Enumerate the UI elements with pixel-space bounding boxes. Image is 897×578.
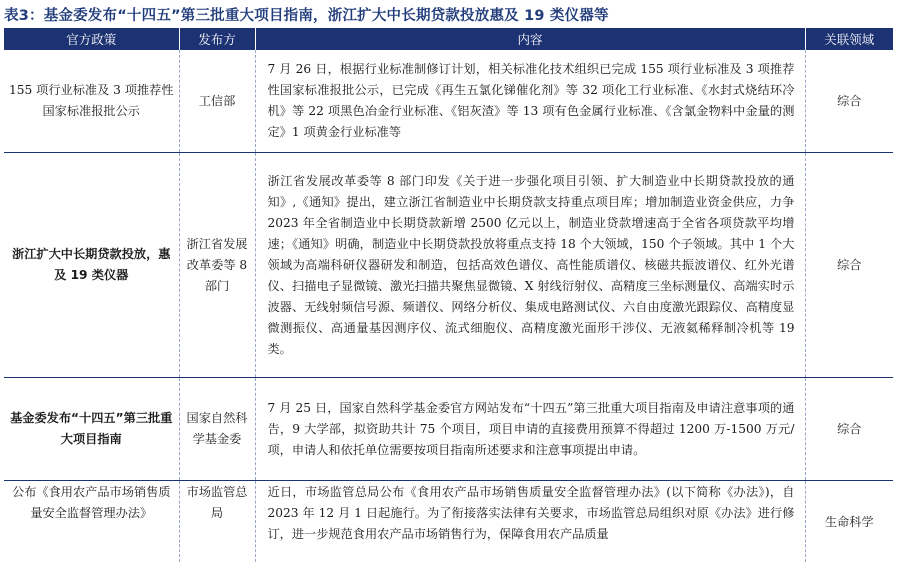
header-field: 关联领域	[805, 28, 893, 50]
issuer-cell: 市场监管总局	[179, 481, 255, 563]
field-cell: 综合	[805, 153, 893, 378]
table-header-row	[4, 28, 893, 50]
policy-cell: 浙江扩大中长期贷款投放，惠及 19 类仪器	[4, 153, 179, 378]
content-cell: 浙江省发展改革委等 8 部门印发《关于进一步强化项目引领、扩大制造业中长期贷款投放的通知》,《通知》提出，建立浙江省制造业中长期贷款支持重点项目库；增加制造业资金供应，力争 2023 年全省制造业中长期贷款新增 2500 亿元以上，制造业贷款增速高于全省各项贷款平均增速；《通知》明确，制造业中长期贷款投放将重点支持 18 个大领域，150 个子领域。其中 1 个大领域为高端科研仪器研发和制造，包括高效色谱仪、高性能质谱仪、核磁共振波谱仪、红外光谱仪、扫描电子显微镜、激光扫描共聚焦显微镜、X 射线衍射仪、高精度三坐标测量仪、高端实时示波器、无线射频信号源、频谱仪、网络分析仪、集成电路测试仪、六自由度激光跟踪仪、高精度显微测振仪、高通量基因测序仪、流式细胞仪、高精度激光面形干涉仪、无液氦稀释制冷机等 19 类。	[255, 153, 805, 378]
policy-cell: 155 项行业标准及 3 项推荐性国家标准报批公示	[4, 50, 179, 153]
policy-cell: 公布《食用农产品市场销售质量安全监督管理办法》	[4, 481, 179, 563]
issuer-cell: 浙江省发展改革委等 8 部门	[179, 153, 255, 378]
table-row	[4, 481, 893, 563]
field-cell: 综合	[805, 378, 893, 481]
field-cell: 生命科学	[805, 481, 893, 563]
table-row	[4, 153, 893, 378]
header-issuer: 发布方	[179, 28, 255, 50]
content-cell: 7 月 25 日，国家自然科学基金委官方网站发布“十四五”第三批重大项目指南及申请注意事项的通告，9 大学部，拟资助共计 75 个项目，项目申请的直接费用预算不得超过 1200 万-1500 万元/项，申请人和依托单位需要按项目指南所述要求和注意事项提出申请。	[255, 378, 805, 481]
content-cell: 近日，市场监管总局公布《食用农产品市场销售质量安全监督管理办法》(以下简称《办法》)，自 2023 年 12 月 1 日起施行。为了衔接落实法律有关要求，市场监管总局组织对原《办法》进行修订，进一步规范食用农产品市场销售行为，保障食用农产品质量	[255, 481, 805, 563]
table-row	[4, 378, 893, 481]
table-row	[4, 50, 893, 153]
header-content: 内容	[255, 28, 805, 50]
policy-cell: 基金委发布“十四五”第三批重大项目指南	[4, 378, 179, 481]
table-title: 表3：基金委发布“十四五”第三批重大项目指南，浙江扩大中长期贷款投放惠及 19 类仪器等	[4, 8, 609, 24]
header-policy: 官方政策	[4, 28, 179, 50]
field-cell: 综合	[805, 50, 893, 153]
policy-table	[4, 28, 893, 562]
issuer-cell: 工信部	[179, 50, 255, 153]
content-cell: 7 月 26 日，根据行业标准制修订计划，相关标准化技术组织已完成 155 项行业标准及 3 项推荐性国家标准报批公示，已完成《再生五氯化锑催化剂》等 32 项化工行业标准、《水封式烧结环冷机》等 22 项黑色冶金行业标准、《铝灰渣》等 13 项有色金属行业标准、《含氯金物料中金量的测定》1 项黄金行业标准等	[255, 50, 805, 153]
issuer-cell: 国家自然科学基金委	[179, 378, 255, 481]
